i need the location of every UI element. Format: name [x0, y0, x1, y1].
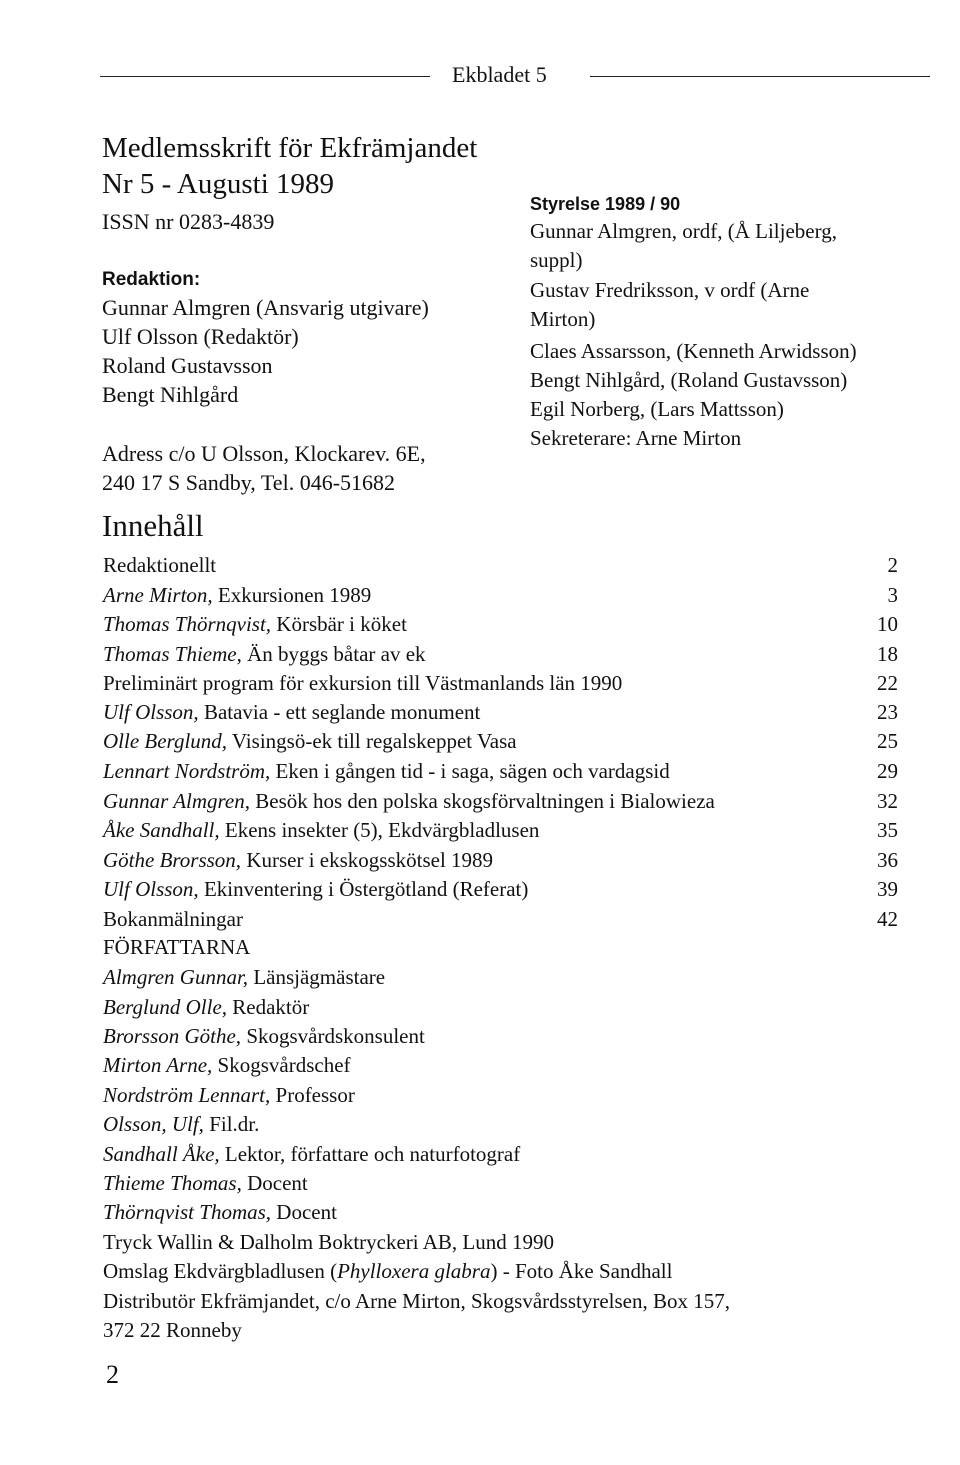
board-line: suppl): [530, 248, 583, 272]
author-role: Fil.dr.: [209, 1112, 260, 1136]
cover-credit-prefix: Omslag Ekdvärgbladlusen (: [103, 1259, 338, 1283]
toc-author: Thomas Thörnqvist,: [103, 612, 272, 636]
toc-title: Bokanmälningar: [103, 907, 243, 931]
toc-title: Än byggs båtar av ek: [247, 642, 426, 666]
board-line: Bengt Nihlgård, (Roland Gustavsson): [530, 368, 848, 392]
toc-author: Olle Berglund,: [103, 729, 228, 753]
toc-entry: [103, 877, 898, 906]
toc-title: Visingsö-ek till regalskeppet Vasa: [231, 729, 517, 753]
board-line: Claes Assarsson, (Kenneth Arwidsson): [530, 339, 857, 363]
toc-title: Körsbär i köket: [276, 612, 407, 636]
toc-entry: [103, 583, 898, 612]
author-name: Berglund Olle,: [103, 995, 228, 1019]
author-role: Skogsvårdskonsulent: [246, 1024, 425, 1048]
distribution-address: 372 22 Ronneby: [103, 1318, 242, 1342]
publication-title: Medlemsskrift för Ekfrämjandet: [102, 132, 478, 164]
author-role: Professor: [275, 1083, 355, 1107]
toc-page: 39: [877, 877, 898, 901]
board-line: Mirton): [530, 307, 596, 331]
header-rule-left: [100, 76, 430, 77]
editorial-member: Gunnar Almgren (Ansvarig utgivare): [102, 295, 429, 320]
toc-author: Arne Mirton,: [103, 583, 213, 607]
toc-entry: [103, 729, 898, 758]
toc-author: Lennart Nordström,: [103, 759, 271, 783]
toc-title: Besök hos den polska skogsförvaltningen i Bialowieza: [255, 789, 715, 813]
toc-page: 42: [877, 907, 898, 931]
toc-title: Ekens insekter (5), Ekdvärgbladlusen: [224, 818, 540, 842]
issue-number: Nr 5 - Augusti 1989: [102, 168, 334, 200]
author-name: Mirton Arne,: [103, 1053, 213, 1077]
toc-title: Exkursionen 1989: [217, 583, 372, 607]
board-line: Sekreterare: Arne Mirton: [530, 426, 742, 450]
toc-entry: [103, 671, 898, 700]
toc-author: Gunnar Almgren,: [103, 789, 250, 813]
cover-credit-suffix: ) - Foto Åke Sandhall: [490, 1259, 673, 1283]
toc-author: Åke Sandhall,: [103, 818, 220, 842]
toc-entry: [103, 553, 898, 582]
authors-heading: FÖRFATTARNA: [103, 935, 251, 959]
toc-entry: [103, 907, 898, 936]
toc-page: 2: [887, 553, 898, 577]
toc-entry: [103, 642, 898, 671]
toc-page: 18: [877, 642, 898, 666]
issn: ISSN nr 0283-4839: [102, 209, 275, 234]
board-line: Egil Norberg, (Lars Mattsson): [530, 397, 784, 421]
header-rule-right: [590, 76, 930, 77]
toc-title: Eken i gången tid - i saga, sägen och vardagsid: [275, 759, 670, 783]
running-title: Ekbladet 5: [452, 62, 547, 87]
toc-title: Preliminärt program för exkursion till Västmanlands län 1990: [103, 671, 623, 695]
author-role: Docent: [276, 1200, 337, 1224]
author-entry: [103, 1142, 520, 1167]
distribution-address: Distributör Ekfrämjandet, c/o Arne Mirton, Skogsvårdsstyrelsen, Box 157,: [103, 1289, 730, 1313]
author-role: Docent: [247, 1171, 308, 1195]
author-name: Brorsson Göthe,: [103, 1024, 242, 1048]
author-name: Nordström Lennart,: [103, 1083, 271, 1107]
toc-page: 25: [877, 729, 898, 753]
author-name: Thieme Thomas,: [103, 1171, 242, 1195]
toc-author: Göthe Brorsson,: [103, 848, 242, 872]
author-entry: [103, 1200, 337, 1225]
author-role: Redaktör: [232, 995, 310, 1019]
toc-page: 35: [877, 818, 898, 842]
author-entry: [103, 965, 385, 990]
cover-credit: [103, 1259, 672, 1284]
toc-entry: [103, 612, 898, 641]
author-name: Olsson, Ulf,: [103, 1112, 204, 1136]
toc-page: 23: [877, 700, 898, 724]
editorial-address: Adress c/o U Olsson, Klockarev. 6E,: [102, 441, 426, 466]
author-entry: [103, 1171, 308, 1196]
toc-author: Ulf Olsson,: [103, 877, 199, 901]
toc-entry: [103, 700, 898, 729]
editorial-address: 240 17 S Sandby, Tel. 046-51682: [102, 470, 396, 495]
contents-heading: Innehåll: [102, 508, 204, 543]
board-line: Gustav Fredriksson, v ordf (Arne: [530, 278, 810, 302]
toc-page: 10: [877, 612, 898, 636]
toc-page: 36: [877, 848, 898, 872]
board-heading: Styrelse 1989 / 90: [530, 194, 681, 214]
toc-author: Thomas Thieme,: [103, 642, 242, 666]
editorial-member: Bengt Nihlgård: [102, 382, 239, 407]
editorial-heading: Redaktion:: [102, 269, 201, 290]
toc-page: 29: [877, 759, 898, 783]
author-name: Almgren Gunnar,: [103, 965, 249, 989]
author-role: Skogsvårdschef: [217, 1053, 351, 1077]
author-name: Sandhall Åke,: [103, 1142, 220, 1166]
print-credit: Tryck Wallin & Dalholm Boktryckeri AB, Lund 1990: [103, 1230, 554, 1254]
author-entry: [103, 995, 309, 1020]
author-entry: [103, 1024, 425, 1049]
toc-title: Batavia - ett seglande monument: [203, 700, 481, 724]
page-number: 2: [106, 1360, 119, 1389]
author-entry: [103, 1053, 351, 1078]
toc-entry: [103, 759, 898, 788]
author-name: Thörnqvist Thomas,: [103, 1200, 272, 1224]
editorial-member: Ulf Olsson (Redaktör): [102, 324, 299, 349]
toc-entry: [103, 789, 898, 818]
toc-entry: [103, 848, 898, 877]
author-role: Lektor, författare och naturfotograf: [224, 1142, 521, 1166]
author-entry: [103, 1083, 355, 1108]
toc-author: Ulf Olsson,: [103, 700, 199, 724]
toc-entry: [103, 818, 898, 847]
toc-page: 32: [877, 789, 898, 813]
toc-title: Kurser i ekskogsskötsel 1989: [246, 848, 494, 872]
toc-title: Redaktionellt: [103, 553, 217, 577]
author-entry: [103, 1112, 259, 1137]
editorial-member: Roland Gustavsson: [102, 353, 273, 378]
author-role: Länsjägmästare: [253, 965, 386, 989]
toc-title: Ekinventering i Östergötland (Referat): [203, 877, 529, 901]
cover-latin-name: Phylloxera glabra: [337, 1259, 491, 1283]
toc-page: 22: [877, 671, 898, 695]
toc-page: 3: [887, 583, 898, 607]
board-line: Gunnar Almgren, ordf, (Å Liljeberg,: [530, 219, 837, 243]
